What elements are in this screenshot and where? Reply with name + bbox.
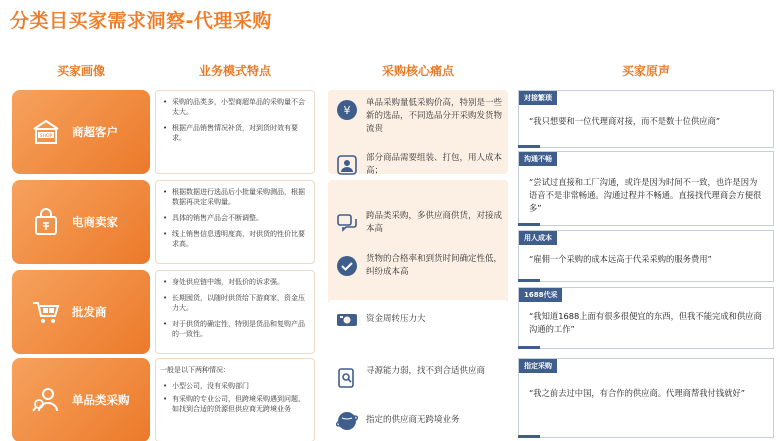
pain-text: 资金周转压力大 — [366, 313, 426, 324]
voice-quote: “我之前去过中国，有合作的供应商。代理商帮我付钱就好” — [529, 388, 746, 398]
pain-text: 寻源能力弱，找不到合适供应商 — [366, 366, 486, 376]
feature-bullet: • 根据产品销售情况补货，对到货时效有要求。 — [160, 123, 308, 143]
pain-item — [332, 253, 504, 279]
persona-label: 电商卖家 — [72, 215, 118, 229]
header-voices: 买家原声 — [621, 64, 670, 78]
voice-tag: 1688代采 — [519, 288, 562, 302]
buyer-search-icon — [30, 384, 62, 416]
persona-card-ecommerce — [12, 180, 150, 264]
header-persona: 买家画像 — [56, 64, 105, 78]
voice-quote: “我知道1688上面有很多很便宜的东西，但我不能完成和供应商沟通的工作” — [529, 311, 762, 334]
card-accent — [518, 223, 540, 226]
persona-label: 批发商 — [72, 305, 107, 319]
pain-text: 货物的合格率和到货时间确定性低，纠纷成本高 — [366, 254, 503, 277]
persona-card-single-category — [12, 358, 150, 441]
pain-text: 单品采购量低采购价高，特别是一些新的选品，不同选品分开采购发货物流贵 — [366, 98, 503, 134]
persona-card-supermarket — [12, 90, 150, 174]
check-circle-icon — [336, 255, 358, 277]
feature-bullet: • 身处供应链中端，对低价的诉求强。 — [160, 277, 308, 287]
feature-bullet: • 根据数据进行选品后小批量采购测品，根据数据再决定采购量。 — [160, 187, 308, 207]
voice-quote: “我只想要和一位代理商对接，而不是数十位供应商” — [529, 116, 721, 126]
pain-text: 部分商品需要组装、打包，用人成本高； — [366, 153, 503, 176]
voice-card — [518, 287, 774, 349]
pain-text: 指定的供应商无跨境业务 — [366, 414, 460, 425]
feature-bullet: • 长期囤货，以随时供货给下游商家，资金压力大。 — [160, 293, 308, 313]
voice-card — [518, 230, 774, 282]
persona-label: 商超客户 — [72, 125, 118, 139]
yen-coin-icon — [336, 99, 358, 121]
feature-bullet: • 小型公司，没有采购部门 — [160, 381, 308, 391]
page-title: 分类目买家需求洞察-代理采购 — [10, 10, 272, 32]
card-accent — [518, 435, 540, 438]
card-accent — [518, 145, 540, 148]
header-pains: 采购核心痛点 — [381, 64, 454, 78]
pain-item — [332, 365, 504, 389]
voice-tag: 沟通不畅 — [519, 152, 557, 166]
voice-card — [518, 151, 774, 226]
feature-card-wholesaler — [155, 270, 315, 354]
persona-label: 单品类采购 — [72, 393, 130, 407]
voice-tag: 指定采购 — [519, 359, 557, 373]
header-features: 业务模式特点 — [198, 64, 271, 78]
pain-band-2 — [328, 180, 508, 310]
feature-bullet: • 具体的销售产品会不断调整。 — [160, 213, 308, 223]
feature-card-single-category — [155, 358, 315, 441]
feature-bullet: • 线上销售信息透明度高，对供货的性价比要求高。 — [160, 229, 308, 249]
pain-text: 跨品类采购，多供应商供货，对接成本高 — [366, 211, 503, 234]
shop-icon — [30, 116, 62, 148]
voice-tag: 对接繁琐 — [519, 91, 557, 105]
chat-bubbles-icon — [336, 212, 358, 234]
svg-text:SHOP: SHOP — [39, 134, 53, 139]
voice-quote: “尝试过直接和工厂沟通，或许是因为时间不一致，也许是因为语音不是非常畅通。沟通过程并不畅通。直接找代理商会方便很多” — [529, 177, 762, 213]
card-accent — [518, 279, 540, 282]
feature-card-ecommerce — [155, 180, 315, 264]
voice-tag: 用人成本 — [519, 231, 557, 245]
globe-icon — [336, 410, 358, 432]
pain-item — [332, 307, 504, 331]
feature-bullet: • 采购的品类多，小型商超单品的采购量不会太大。 — [160, 97, 308, 117]
pain-item — [332, 408, 504, 432]
pain-item — [332, 210, 504, 236]
card-accent — [518, 346, 540, 349]
pain-item — [332, 97, 504, 136]
feature-bullet: • 有采购的专业公司，但跨境采购遇到问题，如找到合适的货源但供应商无跨境业务 — [160, 394, 308, 414]
svg-text:¥: ¥ — [343, 104, 351, 117]
money-bill-icon — [336, 309, 358, 331]
feature-card-supermarket — [155, 90, 315, 174]
voice-card — [518, 90, 774, 148]
cart-icon — [30, 296, 62, 328]
shopping-bag-icon — [30, 206, 62, 238]
persona-card-wholesaler — [12, 270, 150, 354]
feature-intro: 一般是以下两种情况： — [160, 366, 230, 374]
voice-quote: “雇佣一个采购的成本远高于代采采购的服务费用” — [529, 254, 712, 264]
voice-card — [518, 358, 774, 438]
pain-item — [332, 152, 504, 178]
feature-bullet: • 对于供货的确定性，特别是货品和复购产品的一致性。 — [160, 319, 308, 339]
worker-badge-icon — [336, 154, 358, 176]
search-document-icon — [336, 367, 358, 389]
